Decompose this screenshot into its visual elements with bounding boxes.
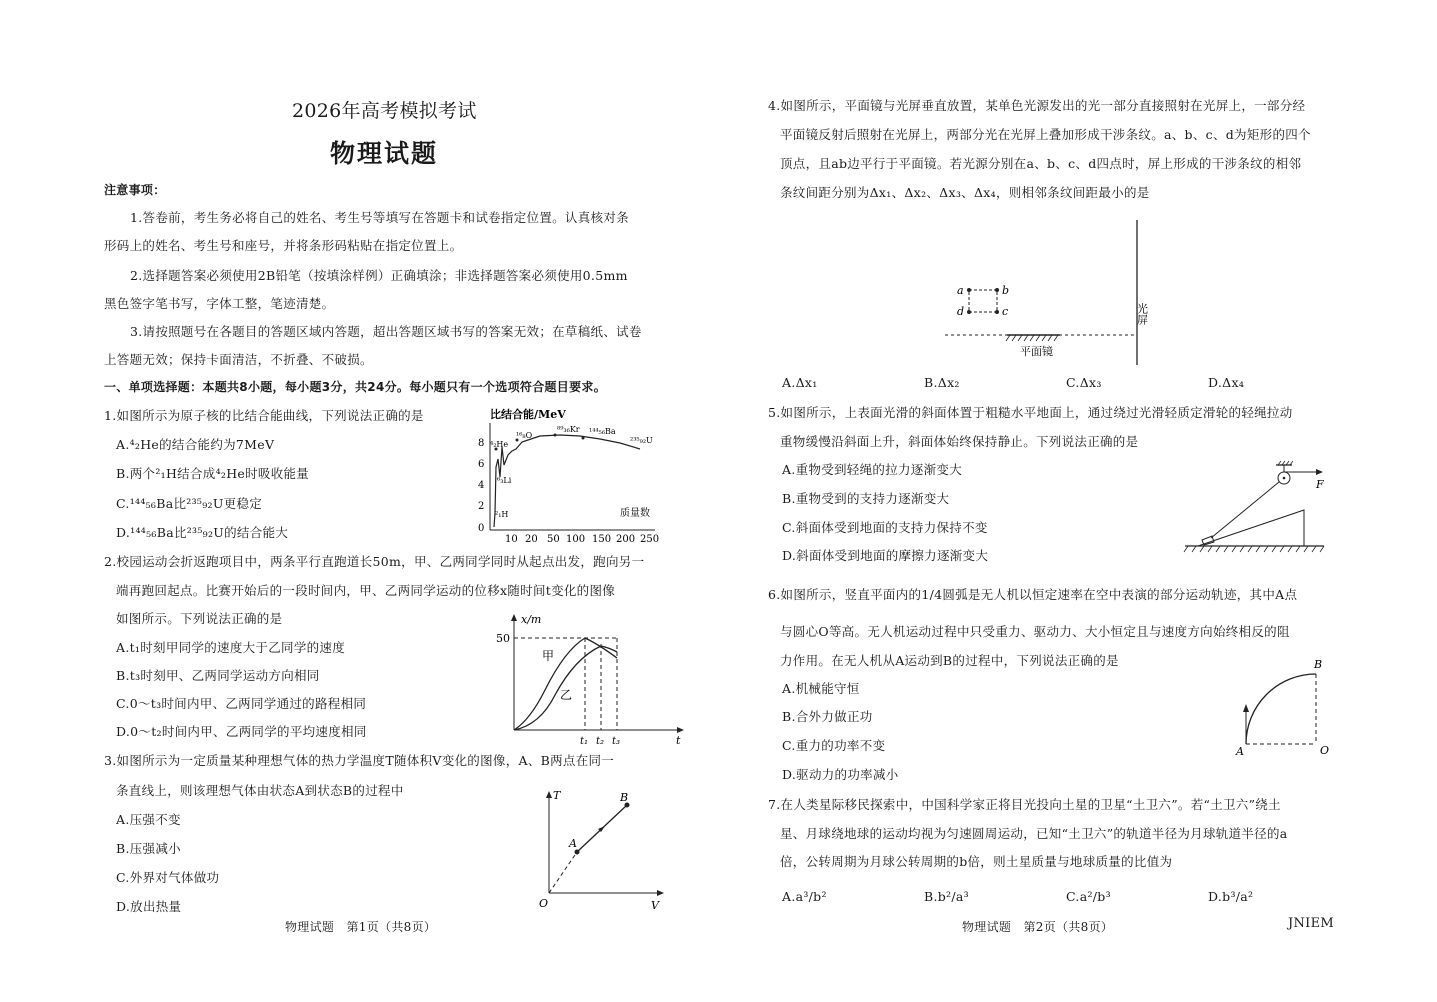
q3-temperature-volume-graph bbox=[535, 785, 675, 915]
q2-t2: t₂ bbox=[596, 736, 605, 747]
q1-binding-curve bbox=[494, 435, 640, 527]
q1-xtick: 20 bbox=[525, 534, 538, 545]
q3-stem: 条直线上，则该理想气体由状态A到状态B的过程中 bbox=[116, 783, 404, 798]
q3-option: D.放出热量 bbox=[116, 899, 182, 914]
page2-footer: 物理试题 第2页（共8页） bbox=[962, 920, 1114, 934]
q4-d-label: d bbox=[957, 305, 965, 318]
q2-xlabel: t bbox=[676, 734, 681, 747]
q1-stem: 1.如图所示为原子核的比结合能曲线，下列说法正确的是 bbox=[104, 408, 424, 423]
q4-option: B.Δx₂ bbox=[924, 375, 960, 390]
q1-option: A.⁴₂He的结合能约为7MeV bbox=[116, 437, 275, 452]
q4-stem: 顶点，且ab边平行于平面镜。若光源分别在a、b、c、d四点时，屏上形成的干涉条纹的相邻 bbox=[780, 156, 1302, 171]
q6-option: D.驱动力的功率减小 bbox=[782, 767, 899, 782]
q5-incline-pulley-figure bbox=[1180, 460, 1340, 560]
q3-option: B.压强减小 bbox=[116, 841, 181, 856]
q4-stem: 条纹间距分别为Δx₁、Δx₂、Δx₃、Δx₄，则相邻条纹间距最小的是 bbox=[780, 185, 1150, 200]
q5-option: B.重物受到的支持力逐渐变大 bbox=[782, 491, 950, 506]
q2-jia-curve bbox=[514, 638, 617, 730]
q1-binding-energy-chart bbox=[470, 405, 670, 545]
q2-stem: 端再跑回起点。比赛开始后的一段时间内，甲、乙两同学运动的位移x随时间t变化的图像 bbox=[116, 583, 616, 598]
q3-xlabel: V bbox=[651, 899, 659, 912]
q4-a-label: a bbox=[957, 284, 964, 297]
q1-xtick: 50 bbox=[547, 534, 560, 545]
q2-yi-label: 乙 bbox=[560, 688, 573, 702]
q2-ylabel: x/m bbox=[521, 613, 542, 626]
q4-option: C.Δx₃ bbox=[1066, 375, 1102, 390]
watermark-code: JNIEM bbox=[1288, 916, 1335, 931]
notice-line: 1.答卷前，考生务必将自己的姓名、考生号等填写在答题卡和试卷指定位置。认真核对条 bbox=[130, 210, 629, 225]
q4-screen-label: 光屏 bbox=[1135, 303, 1149, 325]
q7-stem: 星、月球绕地球的运动均视为匀速圆周运动，已知“土卫六”的轨道半径为月球轨道半径的a bbox=[780, 826, 1288, 841]
q6-stem: 6.如图所示，竖直平面内的1/4圆弧是无人机以恒定速率在空中表演的部分运动轨迹，其中A点 bbox=[768, 587, 1298, 602]
notice-line: 黑色签字笔书写，字体工整，笔迹清楚。 bbox=[104, 296, 335, 311]
q3-a-label: A bbox=[569, 837, 577, 850]
q1-option: D.¹⁴⁴₅₆Ba比²³⁵₉₂U的结合能大 bbox=[116, 525, 289, 540]
q7-option: D.b³/a² bbox=[1208, 889, 1254, 904]
q3-option: C.外界对气体做功 bbox=[116, 870, 220, 885]
q4-b-label: b bbox=[1002, 284, 1010, 297]
q5-f-label: F bbox=[1316, 478, 1324, 491]
exam-title: 2026年高考模拟考试 bbox=[292, 100, 477, 122]
q4-mirror-label: 平面镜 bbox=[1020, 345, 1053, 358]
q1-xlabel: 质量数 bbox=[620, 508, 650, 519]
notice-heading: 注意事项： bbox=[104, 183, 166, 197]
q6-arc-trajectory-figure bbox=[1230, 652, 1340, 758]
q6-o-label: O bbox=[1320, 744, 1330, 757]
q2-option: A.t₁时刻甲同学的速度大于乙同学的速度 bbox=[116, 640, 346, 655]
q4-option: D.Δx₄ bbox=[1208, 375, 1245, 390]
q1-li-label: ⁶₃Li bbox=[497, 476, 512, 485]
q1-kr-label: ⁸⁹₃₆Kr bbox=[557, 425, 580, 434]
q2-jia-label: 甲 bbox=[542, 649, 555, 663]
q6-b-label: B bbox=[1314, 658, 1323, 671]
q7-option: B.b²/a³ bbox=[924, 889, 969, 904]
q1-ylabel: 比结合能/MeV bbox=[490, 408, 566, 421]
q1-option: C.¹⁴⁴₅₆Ba比²³⁵₉₂U更稳定 bbox=[116, 496, 263, 511]
q6-a-label: A bbox=[1236, 745, 1244, 758]
q1-xtick: 150 bbox=[592, 534, 612, 545]
q2-option: C.0～t₃时间内甲、乙两同学通过的路程相同 bbox=[116, 696, 367, 711]
q6-quarter-arc bbox=[1246, 674, 1316, 744]
q5-option: D.斜面体受到地面的摩擦力逐渐变大 bbox=[782, 548, 989, 563]
q1-xtick: 100 bbox=[566, 534, 586, 545]
q7-option: C.a²/b³ bbox=[1066, 889, 1111, 904]
q1-ytick: 6 bbox=[478, 459, 485, 470]
notice-line: 形码上的姓名、考生号和座号，并将条形码粘贴在指定位置上。 bbox=[104, 238, 463, 253]
q2-ytick: 50 bbox=[496, 632, 510, 645]
q4-stem: 4.如图所示，平面镜与光屏垂直放置，某单色光源发出的光一部分直接照射在光屏上，一部分经 bbox=[768, 98, 1306, 113]
q5-stem: 5.如图所示，上表面光滑的斜面体置于粗糙水平地面上，通过绕过光滑轻质定滑轮的轻绳拉动 bbox=[768, 405, 1293, 420]
q1-ytick: 2 bbox=[478, 501, 485, 512]
q1-option: B.两个²₁H结合成⁴₂He时吸收能量 bbox=[116, 466, 310, 481]
q2-t3: t₃ bbox=[612, 736, 621, 747]
q2-option: B.t₃时刻甲、乙两同学运动方向相同 bbox=[116, 668, 320, 683]
q3-b-label: B bbox=[620, 791, 629, 804]
q1-xtick: 10 bbox=[505, 534, 518, 545]
q2-position-time-graph bbox=[490, 610, 690, 750]
q6-stem: 力作用。在无人机从A运动到B的过程中，下列说法正确的是 bbox=[780, 653, 1119, 668]
q3-ylabel: T bbox=[553, 789, 561, 802]
q2-stem: 2.校园运动会折返跑项目中，两条平行直跑道长50m，甲、乙两同学同时从起点出发，跑向另一 bbox=[104, 554, 645, 569]
q3-option: A.压强不变 bbox=[116, 812, 181, 827]
subject-title: 物理试题 bbox=[330, 139, 439, 168]
q1-xtick: 250 bbox=[640, 534, 660, 545]
q1-ytick: 0 bbox=[478, 523, 485, 534]
q4-stem: 平面镜反射后照射在光屏上，两部分光在光屏上叠加形成干涉条纹。a、b、c、d为矩形的四个 bbox=[780, 127, 1311, 142]
q2-stem: 如图所示。下列说法正确的是 bbox=[116, 611, 283, 626]
notice-line: 2.选择题答案必须使用2B铅笔（按填涂样例）正确填涂；非选择题答案必须使用0.5mm bbox=[130, 268, 628, 283]
q7-option: A.a³/b² bbox=[782, 889, 827, 904]
notice-line: 3.请按照题号在各题目的答题区域内答题，超出答题区域书写的答案无效；在草稿纸、试卷 bbox=[130, 324, 642, 339]
q6-option: C.重力的功率不变 bbox=[782, 738, 886, 753]
q3-stem: 3.如图所示为一定质量某种理想气体的热力学温度T随体积V变化的图像，A、B两点在同一 bbox=[104, 753, 615, 768]
q4-mirror-screen-figure bbox=[940, 215, 1180, 365]
q1-o-label: ¹⁶₈O bbox=[516, 431, 533, 440]
q2-t1: t₁ bbox=[580, 736, 589, 747]
notice-line: 上答题无效；保持卡面清洁，不折叠、不破损。 bbox=[104, 352, 373, 367]
q6-option: B.合外力做正功 bbox=[782, 709, 873, 724]
q7-stem: 倍，公转周期为月球公转周期的b倍，则土星质量与地球质量的比值为 bbox=[780, 854, 1173, 869]
q4-c-label: c bbox=[1002, 305, 1009, 318]
q1-ytick: 8 bbox=[478, 438, 485, 449]
q5-option: C.斜面体受到地面的支持力保持不变 bbox=[782, 520, 988, 535]
q7-stem: 7.在人类星际移民探索中，中国科学家正将目光投向土星的卫星“土卫六”。若“土卫六”绕土 bbox=[768, 797, 1281, 812]
q1-u-label: ²³⁵₉₂U bbox=[630, 436, 653, 445]
q6-stem: 与圆心O等高。无人机运动过程中只受重力、驱动力、大小恒定且与速度方向始终相反的阻 bbox=[780, 624, 1290, 639]
section-heading: 一、单项选择题：本题共8小题，每小题3分，共24分。每小题只有一个选项符合题目要求。 bbox=[104, 380, 607, 394]
q1-h-label: ²₁H bbox=[495, 510, 509, 519]
q5-option: A.重物受到轻绳的拉力逐渐变大 bbox=[782, 462, 963, 477]
q1-ytick: 4 bbox=[478, 480, 485, 491]
q2-option: D.0～t₂时间内甲、乙两同学的平均速度相同 bbox=[116, 724, 367, 739]
q1-he-label: ⁴₂He bbox=[490, 440, 509, 449]
q3-origin: O bbox=[539, 897, 549, 910]
q5-stem: 重物缓慢沿斜面上升，斜面体始终保持静止。下列说法正确的是 bbox=[780, 434, 1139, 449]
q1-ba-label: ¹⁴⁴₅₆Ba bbox=[589, 427, 616, 436]
page1-footer: 物理试题 第1页（共8页） bbox=[285, 920, 437, 934]
q1-xtick: 200 bbox=[616, 534, 636, 545]
q4-option: A.Δx₁ bbox=[782, 375, 818, 390]
q6-option: A.机械能守恒 bbox=[782, 681, 860, 696]
